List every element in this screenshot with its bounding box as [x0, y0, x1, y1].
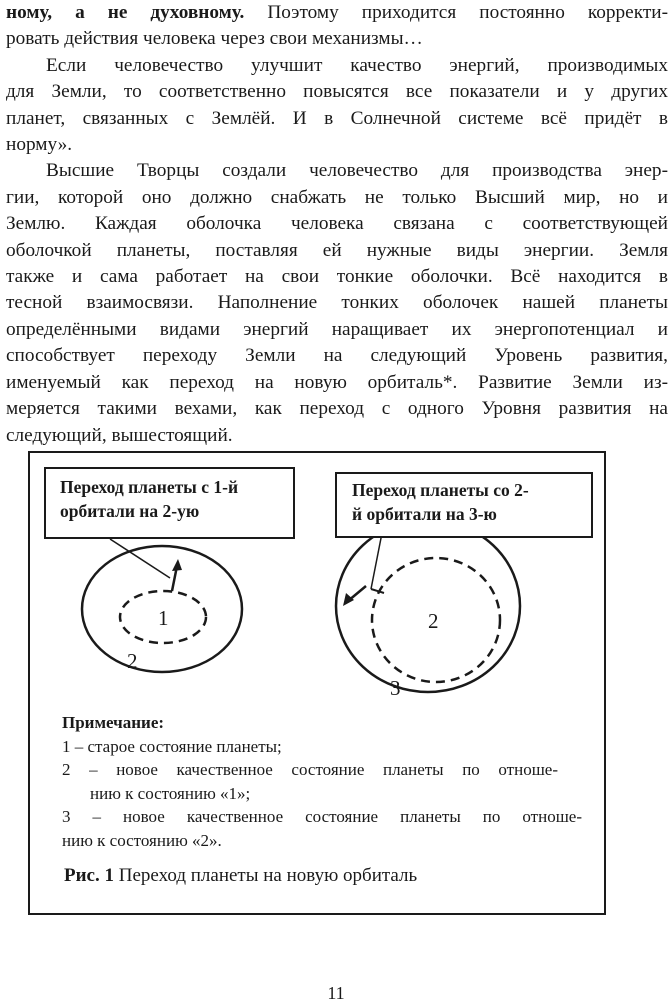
text-line: планет, связанных с Землёй. И в Солнечной системе всё придёт в: [6, 107, 668, 129]
paragraph-1: [6, 0, 668, 26]
caption-text: Переход планеты на новую орбиталь: [114, 865, 418, 886]
figure-note: [62, 711, 582, 852]
bold-phrase: ному, а не духовному.: [6, 2, 245, 23]
paragraph-2: Если человечество улучшит качество энергий, производимых: [46, 54, 668, 76]
text-line: меряется такими вехами, как переход с одного Уровня развития на: [6, 398, 668, 420]
caption-label: Рис. 1: [64, 865, 114, 886]
body-text: [6, 0, 668, 449]
left-inner-number: 1: [158, 606, 169, 630]
text-line: норму».: [6, 134, 73, 156]
note-item-2-cont: нию к состоянию «1»;: [90, 783, 251, 803]
text-line: следующий, вышестоящий.: [6, 424, 233, 446]
right-outer-number: 3: [390, 676, 401, 700]
label-box-right: [335, 472, 593, 538]
note-item-3-cont: нию к состоянию «2».: [62, 830, 222, 850]
text-line: тесной взаимосвязи. Наполнение тонких оболочек нашей планеты: [6, 292, 668, 314]
text-line: определёнными видами энергий наращивает их энергопотенциал и: [6, 318, 668, 340]
text-line: для Земли, то соответственно повысятся все показатели и у других: [6, 81, 668, 103]
text-line: оболочкой планеты, поставляя ей нужные виды энергии. Земля: [6, 239, 668, 261]
text-line: Поэтому приходится постоянно корректи-: [244, 2, 669, 23]
paragraph-3: Высшие Творцы создали человечество для производства энер-: [46, 160, 668, 182]
note-item-3: 3 – новое качественное состояние планеты по отноше-: [62, 807, 582, 826]
note-item-1: 1 – старое состояние планеты;: [62, 736, 282, 756]
label-box-left: [44, 467, 295, 539]
page-number: 11: [327, 983, 345, 1003]
right-pointer-line: [371, 533, 382, 589]
label-line: орбитали на 2-ую: [60, 501, 200, 521]
label-line: й орбитали на 3-ю: [352, 504, 497, 524]
text-line: гии, которой оно должно снабжать не только Высший мир, но и: [6, 186, 668, 208]
text-line: именуемый как переход на новую орбиталь*. Развитие Земли из-: [6, 371, 668, 393]
arrow-head-icon: [343, 593, 354, 606]
note-item-2: 2 – новое качественное состояние планеты по отноше-: [62, 760, 558, 779]
label-line: Переход планеты со 2-: [352, 480, 529, 500]
label-line: Переход планеты с 1-й: [60, 477, 239, 497]
figure-caption: [64, 865, 417, 887]
note-title: Примечание:: [62, 713, 165, 732]
left-outer-number: 2: [127, 649, 138, 673]
right-inner-number: 2: [428, 609, 439, 633]
text-line: Землю. Каждая оболочка человека связана с соответствующей: [6, 213, 668, 235]
text-line: ровать действия человека через свои механизмы…: [6, 28, 423, 50]
arrow-head-icon: [172, 559, 182, 571]
figure-frame: [28, 451, 606, 915]
right-outer-orbit: [336, 520, 520, 692]
text-line: также и сама работает на свои тонкие оболочки. Всё находится в: [6, 266, 668, 288]
text-line: способствует переходу Земли на следующий Уровень развития,: [6, 345, 668, 367]
